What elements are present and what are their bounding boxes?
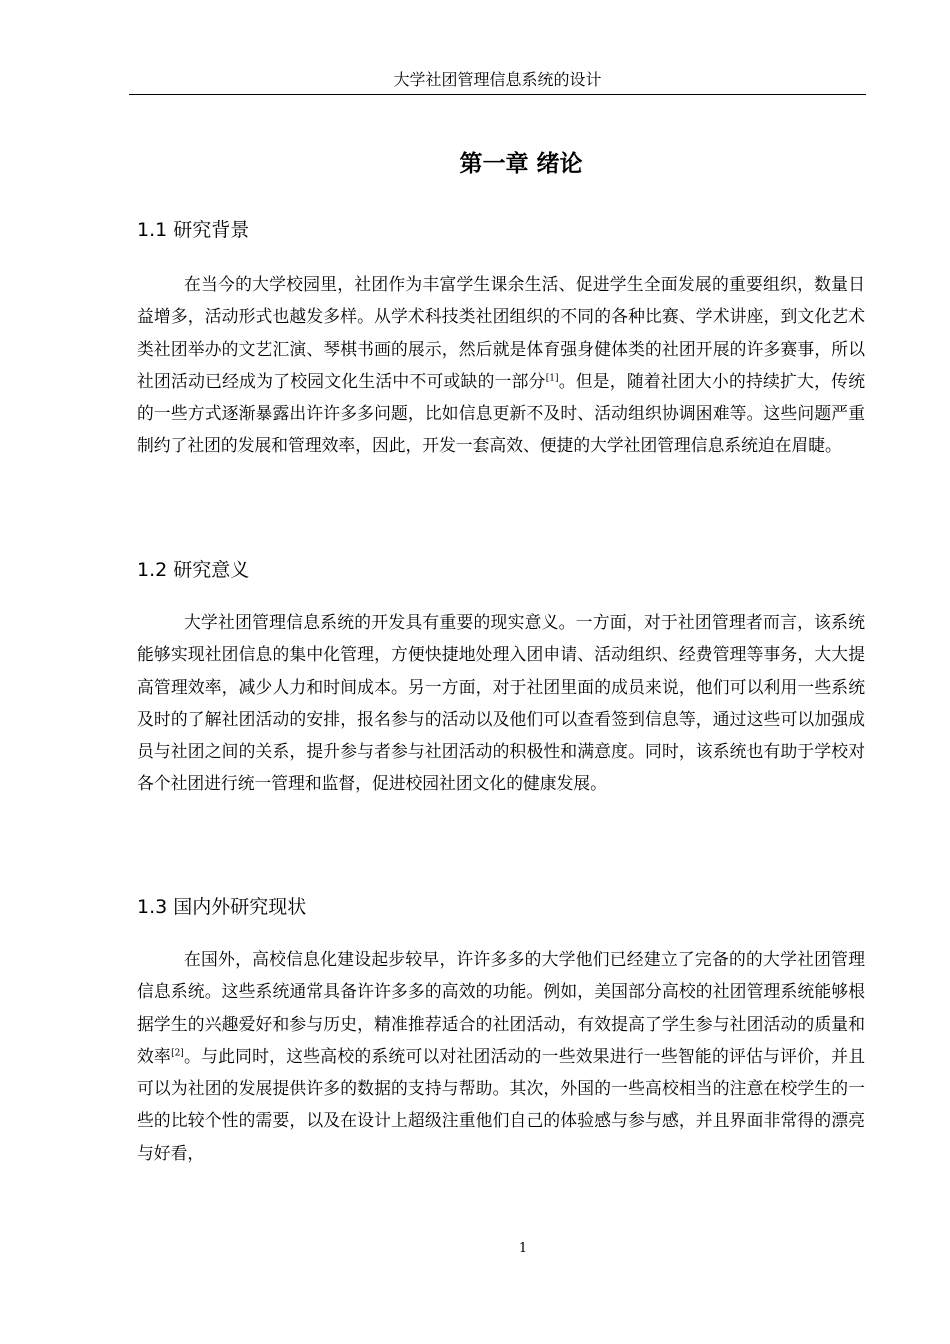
section-1-2-paragraph: [137, 606, 865, 800]
citation-ref-1[interactable]: [1]: [545, 373, 559, 384]
section-heading-1-3: 1.3 国内外研究现状: [137, 896, 307, 918]
running-header-title: 大学社团管理信息系统的设计: [393, 70, 602, 89]
section-heading-1-2: 1.2 研究意义: [137, 559, 250, 581]
paragraph-text: 。与此同时，这些高校的系统可以对社团活动的一些效果进行一些智能的评估与评价，并且可以为社团的发展提供许多的数据的支持与帮助。其次，外国的一些高校相当的注意在校学生的一些的比较个性的需要，以及在设计上超级注重他们自己的体验感与参与感，并且界面非常得的漂亮与好看，: [137, 1045, 865, 1163]
paragraph-text: 大学社团管理信息系统的开发具有重要的现实意义。一方面，对于社团管理者而言，该系统能够实现社团信息的集中化管理，方便快捷地处理入团申请、活动组织、经费管理等事务，大大提高管理效率，减少人力和时间成本。另一方面，对于社团里面的成员来说，他们可以利用一些系统及时的了解社团活动的安排，报名参与的活动以及他们可以查看签到信息等，通过这些可以加强成员与社团之间的关系，提升参与者参与社团活动的积极性和满意度。同时，该系统也有助于学校对各个社团进行统一管理和监督，促进校园社团文化的健康发展。: [137, 612, 865, 794]
paragraph-text: 在当今的大学校园里，社团作为丰富学生课余生活、促进学生全面发展的重要组织，数量日益增多，活动形式也越发多样。从学术科技类社团组织的不同的各种比赛、学术讲座，到文化艺术类社团举办的文艺汇演、琴棋书画的展示，然后就是体育强身健体类的社团开展的许多赛事，所以社团活动已经成为了校园文化生活中不可或缺的一部分: [137, 274, 865, 391]
section-1-3-paragraph: [137, 943, 865, 1169]
running-header: [129, 70, 866, 95]
section-1-1-paragraph: [137, 268, 865, 462]
citation-ref-2[interactable]: [2]: [171, 1048, 184, 1059]
section-heading-1-1: 1.1 研究背景: [137, 219, 250, 241]
page-number: 1: [518, 1241, 528, 1256]
paragraph-text: 。但是，随着社团大小的持续扩大，传统的一些方式逐渐暴露出许许多多问题，比如信息更新不及时、活动组织协调困难等。这些问题严重制约了社团的发展和管理效率，因此，开发一套高效、便捷的大学社团管理信息系统迫在眉睫。: [137, 370, 865, 456]
paragraph-text: 在国外，高校信息化建设起步较早，许许多多的大学他们已经建立了完备的的大学社团管理信息系统。这些系统通常具备许许多多的高效的功能。例如，美国部分高校的社团管理系统能够根据学生的兴趣爱好和参与历史，精准推荐适合的社团活动，有效提高了学生参与社团活动的质量和效率: [137, 949, 865, 1066]
chapter-title: 第一章 绪论: [459, 151, 583, 177]
